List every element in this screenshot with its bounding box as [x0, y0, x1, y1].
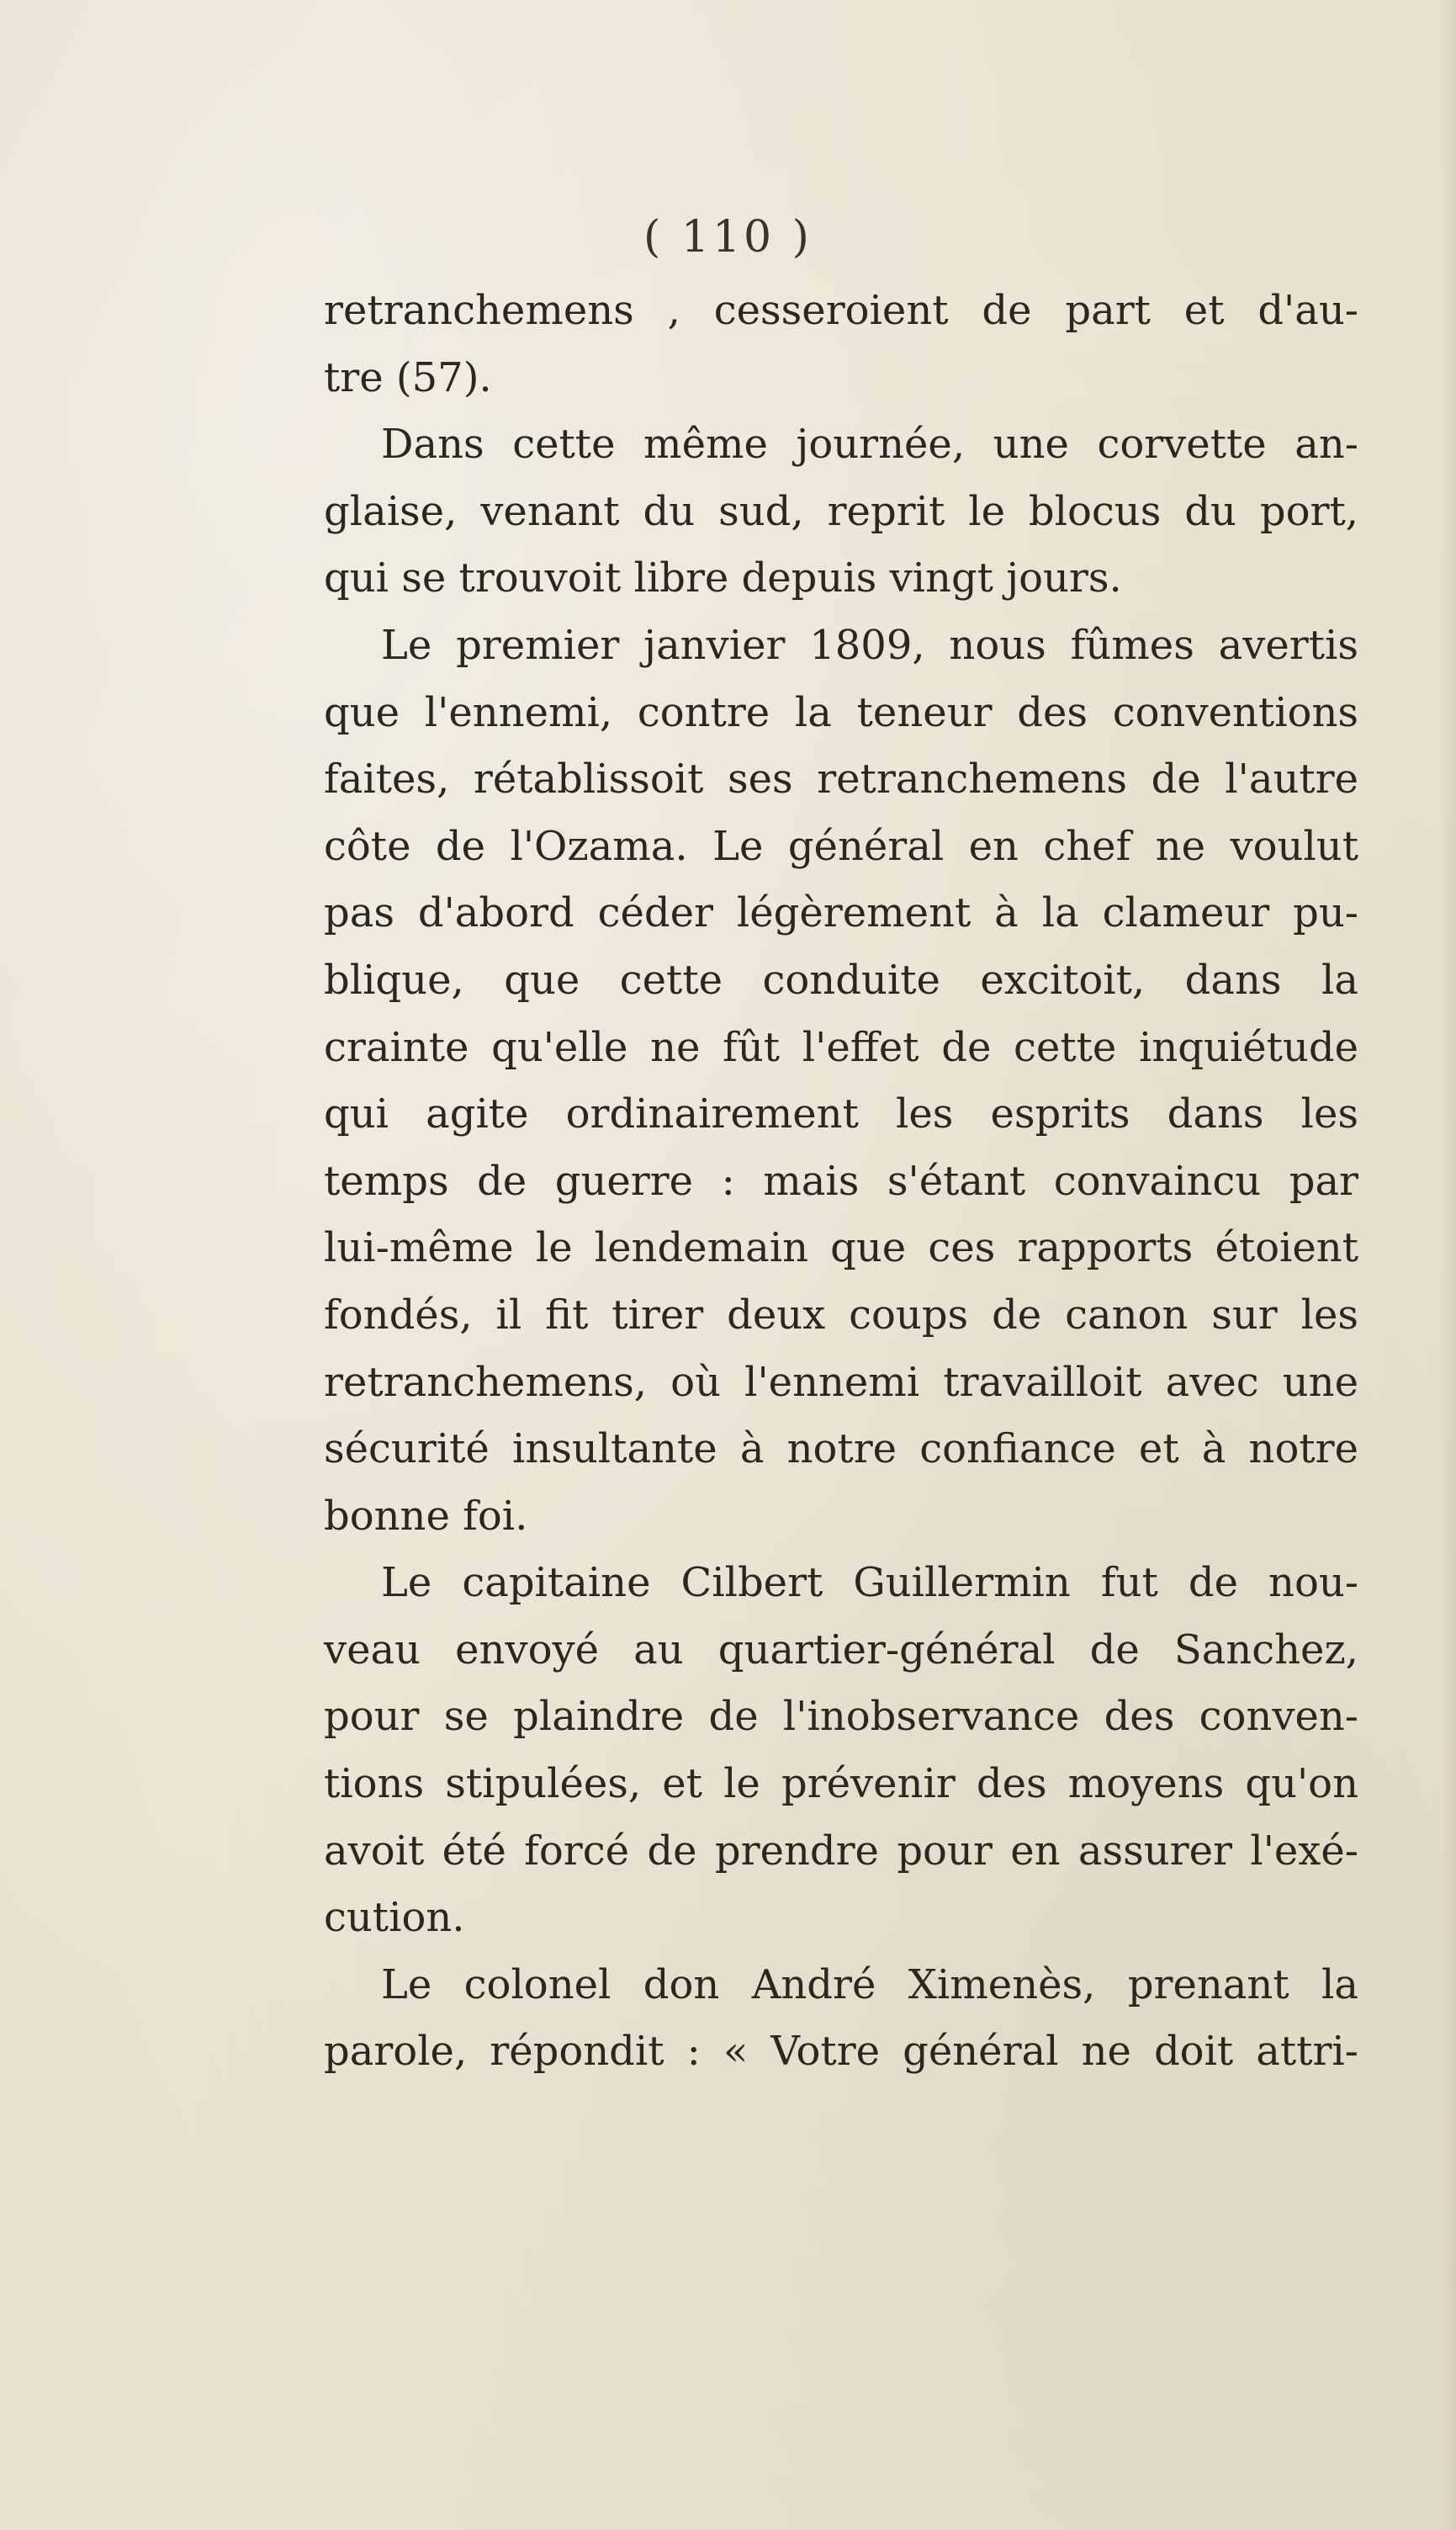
text-line: Le colonel don André Ximenès, prenant la	[381, 1960, 1358, 2008]
text-line: Dans cette même journée, une corvette an-	[381, 421, 1358, 469]
text-line: qui agite ordinairement les esprits dans les	[324, 1090, 1358, 1138]
text-line: qui se trouvoit libre depuis vingt jours.	[324, 554, 1122, 602]
text-line: bonne foi.	[324, 1492, 528, 1540]
text-line: pas d'abord céder légèrement à la clameur pu-	[324, 889, 1358, 937]
text-line: retranchemens, où l'ennemi travailloit avec une	[324, 1358, 1358, 1406]
text-line: crainte qu'elle ne fût l'effet de cette inquiétude	[324, 1023, 1358, 1071]
text-line: pour se plaindre de l'inobservance des conven-	[324, 1693, 1358, 1741]
text-line: retranchemens , cesseroient de part et d'au-	[324, 287, 1358, 334]
text-line: cution.	[324, 1894, 465, 1942]
text-line: temps de guerre : mais s'étant convaincu par	[324, 1157, 1358, 1205]
text-line: Le premier janvier 1809, nous fûmes avertis	[381, 621, 1358, 669]
text-line: glaise, venant du sud, reprit le blocus du port,	[324, 487, 1358, 535]
body-text	[324, 278, 1358, 2086]
text-line: veau envoyé au quartier-général de Sanchez,	[324, 1626, 1358, 1673]
text-line: faites, rétablissoit ses retranchemens de l'autre	[324, 756, 1358, 804]
text-line: sécurité insultante à notre confiance et à notre	[324, 1425, 1358, 1473]
text-line: fondés, il fit tirer deux coups de canon sur les	[324, 1291, 1358, 1339]
text-line: que l'ennemi, contre la teneur des conventions	[324, 688, 1358, 736]
text-line: tions stipulées, et le prévenir des moyens qu'on	[324, 1760, 1358, 1808]
text-line: lui-même le lendemain que ces rapports étoient	[324, 1224, 1358, 1272]
page-gutter-shadow	[1441, 0, 1456, 2530]
text-line: côte de l'Ozama. Le général en chef ne voulut	[324, 822, 1358, 870]
text-line: tre (57).	[324, 353, 492, 401]
text-line: blique, que cette conduite excitoit, dans la	[324, 956, 1358, 1004]
text-line: Le capitaine Cilbert Guillermin fut de nou-	[381, 1559, 1358, 1607]
text-line: parole, répondit : « Votre général ne doit attri-	[324, 2028, 1358, 2076]
text-line: avoit été forcé de prendre pour en assurer l'exé-	[324, 1827, 1358, 1875]
page-number: ( 110 )	[643, 212, 813, 263]
